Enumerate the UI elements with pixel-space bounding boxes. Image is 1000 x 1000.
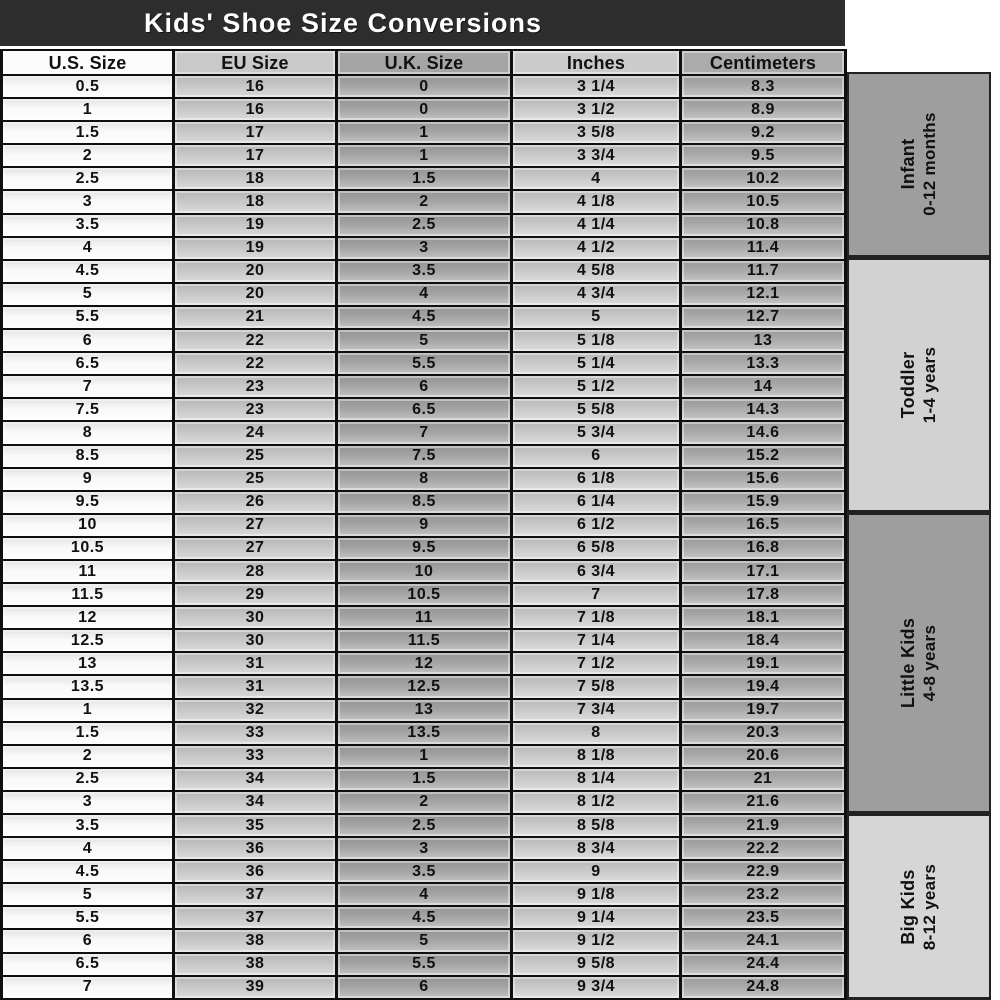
cell-eu-size: 35 — [175, 815, 335, 836]
cell-inches: 6 — [513, 446, 679, 467]
cell-centimeters: 19.1 — [682, 653, 844, 674]
cell-centimeters: 14 — [682, 376, 844, 397]
cell-inches: 9 5/8 — [513, 954, 679, 975]
cell-centimeters: 22.9 — [682, 861, 844, 882]
cell-centimeters: 10.2 — [682, 168, 844, 189]
cell-uk-size: 8 — [338, 469, 510, 490]
cell-us-size: 13.5 — [3, 676, 172, 697]
age-group-range: 8-12 years — [920, 863, 939, 950]
cell-inches: 7 — [513, 584, 679, 605]
cell-inches: 4 1/8 — [513, 191, 679, 212]
age-band-toddler — [847, 258, 991, 513]
page-title: Kids' Shoe Size Conversions — [144, 7, 543, 38]
cell-uk-size: 1 — [338, 145, 510, 166]
cell-inches: 5 — [513, 307, 679, 328]
cell-uk-size: 1 — [338, 122, 510, 143]
cell-eu-size: 18 — [175, 191, 335, 212]
cell-centimeters: 16.8 — [682, 538, 844, 559]
cell-inches: 7 1/2 — [513, 653, 679, 674]
cell-centimeters: 22.2 — [682, 838, 844, 859]
cell-us-size: 5.5 — [3, 907, 172, 928]
cell-eu-size: 24 — [175, 422, 335, 443]
cell-uk-size: 10 — [338, 561, 510, 582]
age-group-range: 1-4 years — [920, 346, 939, 423]
age-band-label — [898, 346, 940, 422]
age-band-big-kids — [847, 814, 991, 1000]
cell-uk-size: 4 — [338, 884, 510, 905]
cell-eu-size: 16 — [175, 76, 335, 97]
cell-us-size: 1 — [3, 99, 172, 120]
cell-us-size: 4 — [3, 238, 172, 259]
cell-uk-size: 1.5 — [338, 168, 510, 189]
cell-eu-size: 22 — [175, 330, 335, 351]
cell-eu-size: 23 — [175, 399, 335, 420]
cell-us-size: 3.5 — [3, 815, 172, 836]
cell-centimeters: 23.5 — [682, 907, 844, 928]
conversion-table — [0, 49, 847, 1000]
cell-uk-size: 6 — [338, 977, 510, 998]
cell-us-size: 12.5 — [3, 630, 172, 651]
cell-eu-size: 17 — [175, 145, 335, 166]
cell-us-size: 5 — [3, 884, 172, 905]
cell-inches: 9 1/2 — [513, 930, 679, 951]
cell-eu-size: 25 — [175, 469, 335, 490]
cell-inches: 3 3/4 — [513, 145, 679, 166]
cell-uk-size: 3.5 — [338, 261, 510, 282]
cell-uk-size: 13.5 — [338, 723, 510, 744]
cell-eu-size: 32 — [175, 700, 335, 721]
cell-eu-size: 26 — [175, 492, 335, 513]
cell-eu-size: 34 — [175, 792, 335, 813]
age-group-name: Infant — [898, 138, 918, 190]
cell-centimeters: 18.4 — [682, 630, 844, 651]
cell-eu-size: 27 — [175, 538, 335, 559]
cell-eu-size: 22 — [175, 353, 335, 374]
cell-inches: 5 1/8 — [513, 330, 679, 351]
age-band-label — [898, 618, 940, 708]
cell-us-size: 8 — [3, 422, 172, 443]
cell-us-size: 3 — [3, 191, 172, 212]
cell-centimeters: 16.5 — [682, 515, 844, 536]
cell-eu-size: 16 — [175, 99, 335, 120]
cell-inches: 6 1/8 — [513, 469, 679, 490]
cell-uk-size: 2.5 — [338, 815, 510, 836]
cell-centimeters: 13 — [682, 330, 844, 351]
cell-inches: 8 3/4 — [513, 838, 679, 859]
cell-inches: 3 1/2 — [513, 99, 679, 120]
cell-centimeters: 10.8 — [682, 215, 844, 236]
cell-uk-size: 10.5 — [338, 584, 510, 605]
cell-us-size: 2 — [3, 145, 172, 166]
cell-uk-size: 6.5 — [338, 399, 510, 420]
cell-uk-size: 7.5 — [338, 446, 510, 467]
age-group-sidebar — [847, 72, 991, 1000]
cell-eu-size: 30 — [175, 630, 335, 651]
cell-us-size: 3 — [3, 792, 172, 813]
cell-inches: 4 1/2 — [513, 238, 679, 259]
cell-us-size: 1.5 — [3, 723, 172, 744]
age-group-range: 4-8 years — [920, 624, 939, 702]
column-header-us-size: U.S. Size — [3, 51, 172, 74]
cell-centimeters: 18.1 — [682, 607, 844, 628]
title-bar — [0, 0, 845, 46]
cell-eu-size: 19 — [175, 215, 335, 236]
cell-us-size: 7 — [3, 376, 172, 397]
cell-centimeters: 10.5 — [682, 191, 844, 212]
cell-inches: 6 5/8 — [513, 538, 679, 559]
cell-inches: 3 5/8 — [513, 122, 679, 143]
cell-eu-size: 21 — [175, 307, 335, 328]
cell-us-size: 2 — [3, 746, 172, 767]
cell-centimeters: 8.9 — [682, 99, 844, 120]
cell-us-size: 2.5 — [3, 168, 172, 189]
cell-centimeters: 11.7 — [682, 261, 844, 282]
cell-inches: 7 5/8 — [513, 676, 679, 697]
cell-us-size: 5.5 — [3, 307, 172, 328]
cell-eu-size: 37 — [175, 907, 335, 928]
cell-uk-size: 2 — [338, 191, 510, 212]
cell-uk-size: 0 — [338, 99, 510, 120]
cell-us-size: 9.5 — [3, 492, 172, 513]
cell-us-size: 6 — [3, 930, 172, 951]
cell-centimeters: 23.2 — [682, 884, 844, 905]
cell-inches: 9 — [513, 861, 679, 882]
cell-us-size: 4 — [3, 838, 172, 859]
cell-uk-size: 3.5 — [338, 861, 510, 882]
cell-inches: 8 1/2 — [513, 792, 679, 813]
cell-us-size: 2.5 — [3, 769, 172, 790]
cell-centimeters: 21.9 — [682, 815, 844, 836]
cell-uk-size: 2 — [338, 792, 510, 813]
age-group-name: Toddler — [898, 351, 918, 419]
cell-centimeters: 9.2 — [682, 122, 844, 143]
cell-inches: 4 1/4 — [513, 215, 679, 236]
cell-us-size: 8.5 — [3, 446, 172, 467]
cell-centimeters: 21.6 — [682, 792, 844, 813]
cell-centimeters: 15.6 — [682, 469, 844, 490]
cell-eu-size: 20 — [175, 284, 335, 305]
cell-us-size: 4.5 — [3, 261, 172, 282]
cell-eu-size: 31 — [175, 676, 335, 697]
cell-inches: 5 1/4 — [513, 353, 679, 374]
cell-uk-size: 13 — [338, 700, 510, 721]
age-group-name: Big Kids — [898, 868, 918, 945]
cell-inches: 9 1/4 — [513, 907, 679, 928]
cell-uk-size: 1 — [338, 746, 510, 767]
cell-eu-size: 18 — [175, 168, 335, 189]
cell-eu-size: 37 — [175, 884, 335, 905]
cell-centimeters: 14.6 — [682, 422, 844, 443]
cell-centimeters: 21 — [682, 769, 844, 790]
cell-centimeters: 20.6 — [682, 746, 844, 767]
cell-uk-size: 6 — [338, 376, 510, 397]
cell-eu-size: 36 — [175, 838, 335, 859]
cell-inches: 5 1/2 — [513, 376, 679, 397]
cell-eu-size: 31 — [175, 653, 335, 674]
cell-us-size: 9 — [3, 469, 172, 490]
cell-inches: 9 1/8 — [513, 884, 679, 905]
cell-inches: 7 1/8 — [513, 607, 679, 628]
cell-us-size: 11.5 — [3, 584, 172, 605]
cell-uk-size: 4.5 — [338, 907, 510, 928]
cell-uk-size: 11.5 — [338, 630, 510, 651]
cell-centimeters: 17.8 — [682, 584, 844, 605]
cell-uk-size: 5 — [338, 930, 510, 951]
cell-us-size: 7 — [3, 977, 172, 998]
cell-us-size: 10.5 — [3, 538, 172, 559]
cell-eu-size: 39 — [175, 977, 335, 998]
cell-centimeters: 12.1 — [682, 284, 844, 305]
cell-eu-size: 25 — [175, 446, 335, 467]
column-header-uk-size: U.K. Size — [338, 51, 510, 74]
cell-uk-size: 3 — [338, 838, 510, 859]
cell-us-size: 12 — [3, 607, 172, 628]
cell-centimeters: 14.3 — [682, 399, 844, 420]
cell-centimeters: 19.4 — [682, 676, 844, 697]
cell-eu-size: 27 — [175, 515, 335, 536]
cell-eu-size: 17 — [175, 122, 335, 143]
cell-centimeters: 12.7 — [682, 307, 844, 328]
cell-inches: 9 3/4 — [513, 977, 679, 998]
cell-us-size: 11 — [3, 561, 172, 582]
cell-uk-size: 0 — [338, 76, 510, 97]
cell-uk-size: 9 — [338, 515, 510, 536]
column-header-eu-size: EU Size — [175, 51, 335, 74]
cell-inches: 6 1/4 — [513, 492, 679, 513]
cell-centimeters: 9.5 — [682, 145, 844, 166]
cell-eu-size: 36 — [175, 861, 335, 882]
cell-inches: 5 5/8 — [513, 399, 679, 420]
cell-inches: 4 3/4 — [513, 284, 679, 305]
age-band-infant — [847, 72, 991, 258]
cell-centimeters: 15.2 — [682, 446, 844, 467]
cell-uk-size: 5.5 — [338, 353, 510, 374]
cell-inches: 8 1/8 — [513, 746, 679, 767]
cell-us-size: 10 — [3, 515, 172, 536]
cell-centimeters: 11.4 — [682, 238, 844, 259]
cell-centimeters: 19.7 — [682, 700, 844, 721]
cell-inches: 8 5/8 — [513, 815, 679, 836]
cell-uk-size: 12.5 — [338, 676, 510, 697]
age-band-label — [898, 864, 940, 950]
cell-centimeters: 24.1 — [682, 930, 844, 951]
cell-inches: 6 3/4 — [513, 561, 679, 582]
cell-inches: 8 — [513, 723, 679, 744]
cell-eu-size: 29 — [175, 584, 335, 605]
cell-uk-size: 1.5 — [338, 769, 510, 790]
cell-inches: 4 5/8 — [513, 261, 679, 282]
cell-uk-size: 8.5 — [338, 492, 510, 513]
cell-us-size: 4.5 — [3, 861, 172, 882]
cell-uk-size: 2.5 — [338, 215, 510, 236]
cell-us-size: 1 — [3, 700, 172, 721]
age-group-range: 0-12 months — [920, 112, 939, 217]
cell-us-size: 5 — [3, 284, 172, 305]
cell-us-size: 6 — [3, 330, 172, 351]
cell-inches: 4 — [513, 168, 679, 189]
cell-centimeters: 8.3 — [682, 76, 844, 97]
cell-uk-size: 5.5 — [338, 954, 510, 975]
age-band-label — [898, 113, 940, 216]
cell-inches: 3 1/4 — [513, 76, 679, 97]
cell-inches: 6 1/2 — [513, 515, 679, 536]
cell-uk-size: 11 — [338, 607, 510, 628]
cell-uk-size: 3 — [338, 238, 510, 259]
column-header-centimeters: Centimeters — [682, 51, 844, 74]
cell-uk-size: 4.5 — [338, 307, 510, 328]
cell-eu-size: 20 — [175, 261, 335, 282]
cell-us-size: 0.5 — [3, 76, 172, 97]
cell-us-size: 6.5 — [3, 954, 172, 975]
cell-us-size: 13 — [3, 653, 172, 674]
cell-inches: 5 3/4 — [513, 422, 679, 443]
cell-uk-size: 5 — [338, 330, 510, 351]
cell-inches: 7 1/4 — [513, 630, 679, 651]
cell-eu-size: 28 — [175, 561, 335, 582]
cell-eu-size: 34 — [175, 769, 335, 790]
cell-inches: 8 1/4 — [513, 769, 679, 790]
cell-eu-size: 30 — [175, 607, 335, 628]
cell-eu-size: 38 — [175, 930, 335, 951]
cell-uk-size: 9.5 — [338, 538, 510, 559]
cell-us-size: 7.5 — [3, 399, 172, 420]
cell-centimeters: 13.3 — [682, 353, 844, 374]
cell-eu-size: 19 — [175, 238, 335, 259]
cell-us-size: 3.5 — [3, 215, 172, 236]
cell-centimeters: 24.4 — [682, 954, 844, 975]
cell-centimeters: 24.8 — [682, 977, 844, 998]
cell-uk-size: 12 — [338, 653, 510, 674]
cell-uk-size: 7 — [338, 422, 510, 443]
cell-us-size: 6.5 — [3, 353, 172, 374]
cell-us-size: 1.5 — [3, 122, 172, 143]
cell-centimeters: 17.1 — [682, 561, 844, 582]
cell-centimeters: 15.9 — [682, 492, 844, 513]
cell-eu-size: 38 — [175, 954, 335, 975]
age-band-little-kids — [847, 513, 991, 815]
cell-eu-size: 33 — [175, 723, 335, 744]
cell-inches: 7 3/4 — [513, 700, 679, 721]
column-header-inches: Inches — [513, 51, 679, 74]
cell-centimeters: 20.3 — [682, 723, 844, 744]
cell-eu-size: 23 — [175, 376, 335, 397]
cell-uk-size: 4 — [338, 284, 510, 305]
cell-eu-size: 33 — [175, 746, 335, 767]
age-group-name: Little Kids — [898, 617, 918, 709]
